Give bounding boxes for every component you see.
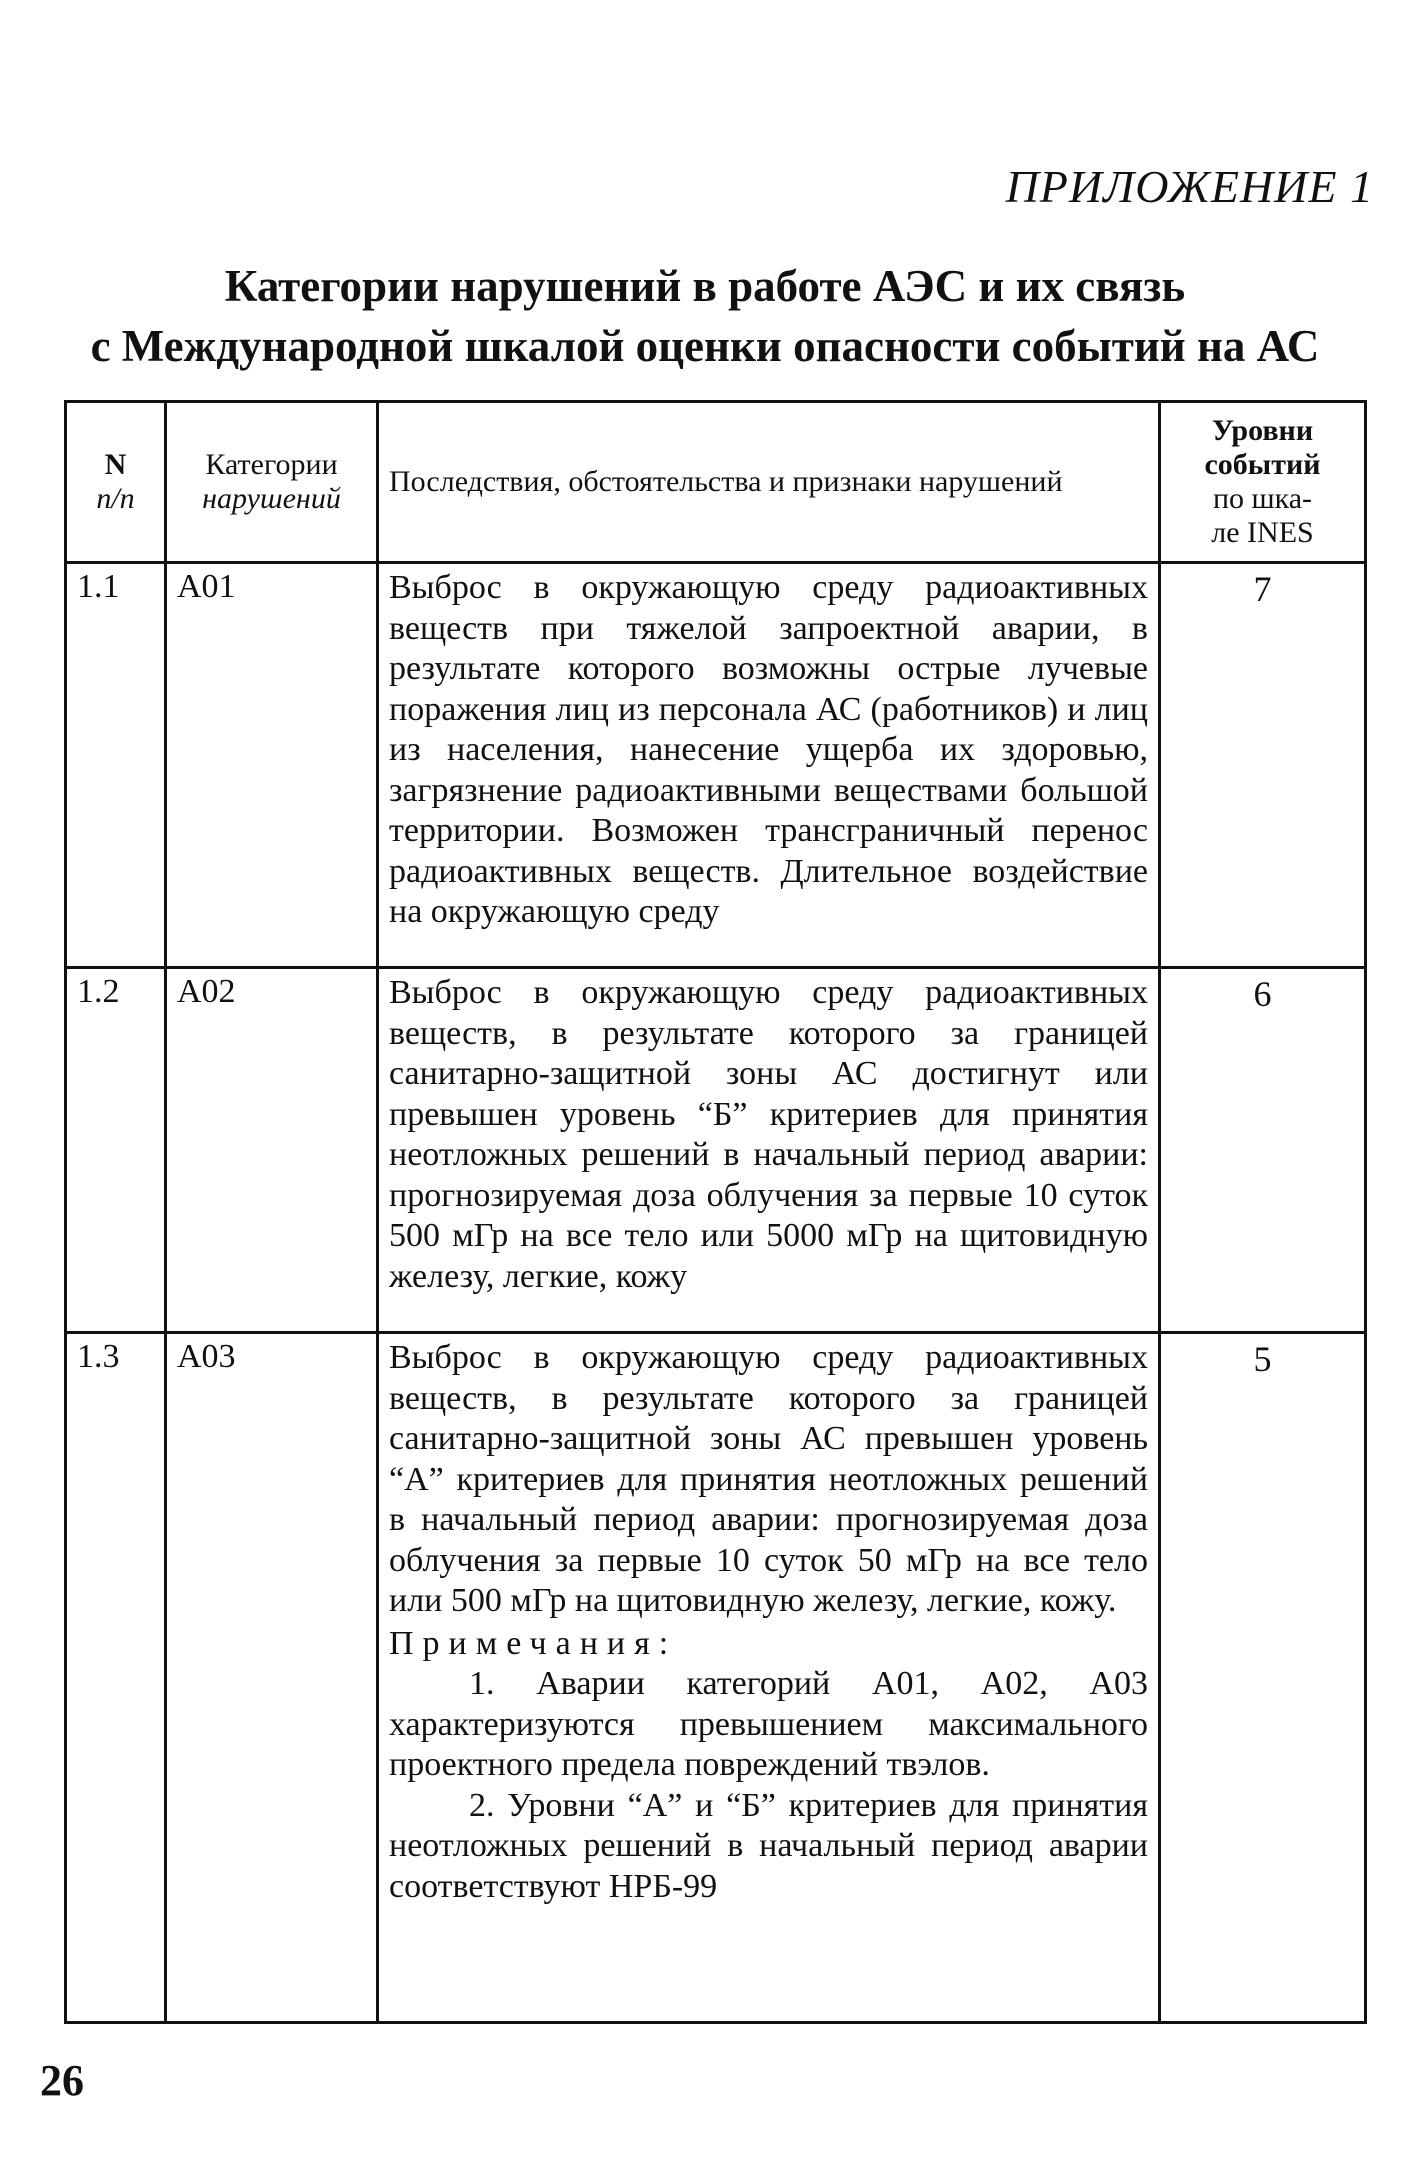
row-category-code: А03 (166, 1333, 378, 2023)
title-line-1: Категории нарушений в работе АЭС и их связь (224, 261, 1186, 311)
table-row (66, 1333, 1366, 2023)
violations-table (64, 400, 1367, 2024)
note-1: 1. Аварии категорий А01, А02, А03 характеризуются превышением максимального проектного предела повреждений твэлов. (389, 1665, 1148, 1783)
row-number: 1.3 (66, 1333, 166, 2023)
row-description-cell (378, 1333, 1160, 2023)
document-title (60, 256, 1350, 376)
notes-heading: Примечания: (389, 1624, 678, 1662)
row-ines-level: 5 (1160, 1333, 1366, 2023)
row-number: 1.2 (66, 968, 166, 1333)
header-number: N п/п (66, 402, 166, 563)
row-number: 1.1 (66, 563, 166, 968)
table-row (66, 563, 1366, 968)
row-category-code: А01 (166, 563, 378, 968)
table-row (66, 968, 1366, 1333)
row-ines-level: 6 (1160, 968, 1366, 1333)
row-ines-level: 7 (1160, 563, 1366, 968)
row-description: Выброс в окружающую среду радиоактивных веществ при тяжелой запроектной аварии, в результате которого возможны острые лучевые поражения лиц из персонала АС (работников) и лиц из населения, нанесение ущерба их здоровью, загрязнение радиоактивными веществами большой территории. Возможен трансграничный перенос радиоактивных веществ. Длительное воздействие на окружающую среду (378, 563, 1160, 968)
row-description: Выброс в окружающую среду радиоактивных веществ, в результате которого за границей санитарно-защитной зоны АС достигнут или превышен уровень “Б” критериев для принятия неотложных решений в начальный период аварии: прогнозируемая доза облучения за первые 10 суток 500 мГр на все тело или 5000 мГр на щитовидную железу, легкие, кожу (378, 968, 1160, 1333)
header-description: Последствия, обстоятельства и признаки нарушений (378, 402, 1160, 563)
page-number: 26 (40, 2056, 84, 2105)
appendix-label: ПРИЛОЖЕНИЕ 1 (1005, 161, 1374, 212)
title-line-2: с Международной шкалой оценки опасности событий на АС (90, 321, 1320, 371)
row-description: Выброс в окружающую среду радиоактивных веществ, в результате которого за границей санитарно-защитной зоны АС превышен уровень “А” критериев для принятия неотложных решений в начальный период аварии: прогнозируемая доза облучения за первые 10 суток 50 мГр на все тело или 500 мГр на щитовидную железу, легкие, кожу. (389, 1339, 1148, 1619)
table-header-row (66, 402, 1366, 563)
header-ines-level: Уровни событий по шка- ле INES (1160, 402, 1366, 563)
note-2: 2. Уровни “А” и “Б” критериев для принятия неотложных решений в начальный период аварии соответствуют НРБ-99 (389, 1786, 1148, 1905)
row-category-code: А02 (166, 968, 378, 1333)
header-category: Категории нарушений (166, 402, 378, 563)
